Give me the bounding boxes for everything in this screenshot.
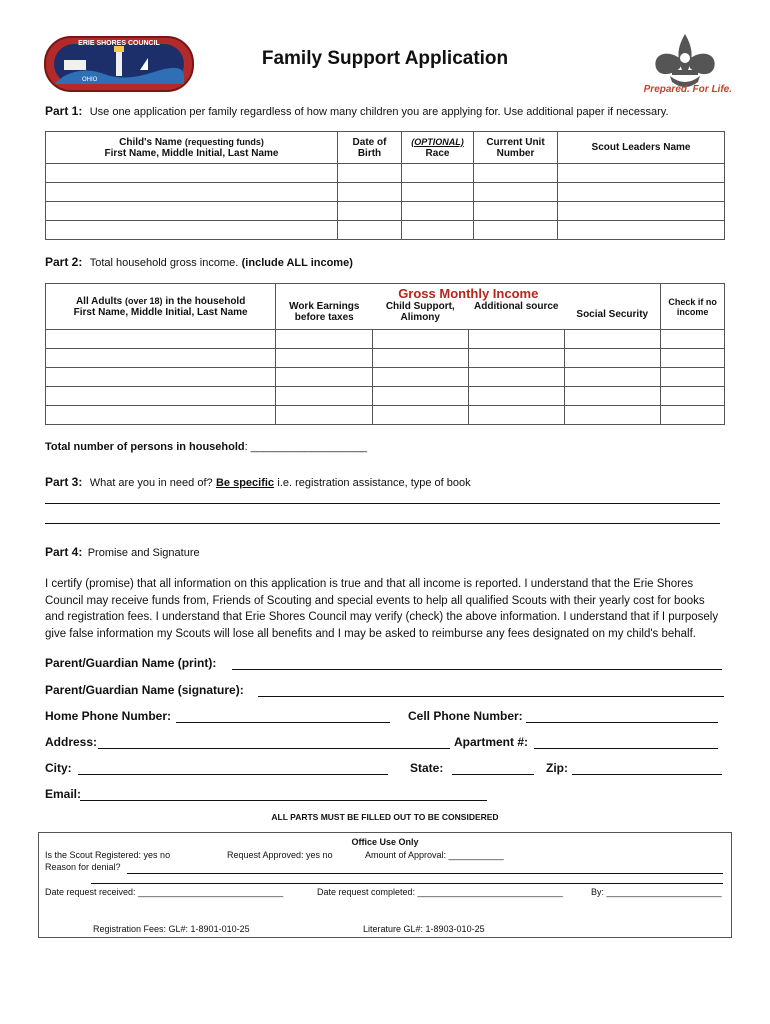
cell-phone-field[interactable] bbox=[526, 722, 718, 723]
gross-income-group bbox=[276, 284, 661, 330]
zip-field[interactable] bbox=[572, 774, 722, 775]
part4-intro bbox=[45, 545, 200, 559]
state-label: State: bbox=[410, 761, 444, 775]
table-row bbox=[46, 202, 725, 221]
part4-text: Promise and Signature bbox=[87, 547, 200, 559]
office-title: Office Use Only bbox=[351, 837, 419, 847]
part2-text-bold: (include ALL income) bbox=[241, 257, 353, 269]
col-social-security: Social Security bbox=[576, 309, 649, 320]
office-denial: Reason for denial? bbox=[45, 862, 121, 872]
parent-sign-label: Parent/Guardian Name (signature): bbox=[45, 683, 244, 697]
col-race: (OPTIONAL) Race bbox=[402, 132, 474, 164]
col-additional-source: Additional source bbox=[474, 301, 559, 312]
denial-line-1[interactable] bbox=[127, 873, 723, 874]
col-date-of-birth: Date of Birth bbox=[338, 132, 402, 164]
state-field[interactable] bbox=[452, 774, 534, 775]
gross-income-title: Gross Monthly Income bbox=[398, 286, 539, 301]
table-row bbox=[46, 164, 725, 183]
page-title: Family Support Application bbox=[261, 48, 509, 69]
office-date-completed: Date request completed: _____________________________ bbox=[317, 887, 563, 897]
table-row bbox=[46, 387, 725, 406]
table-row bbox=[46, 406, 725, 425]
col-check-no-income: Check if no income bbox=[661, 284, 725, 330]
email-label: Email: bbox=[45, 787, 82, 801]
parent-sign-field[interactable] bbox=[258, 696, 724, 697]
need-line-1[interactable] bbox=[45, 503, 720, 504]
cell-phone-label: Cell Phone Number: bbox=[408, 709, 523, 723]
part1-text: Use one application per family regardless of how many children you are applying for. Use additional paper if necessary. bbox=[89, 106, 669, 118]
col-unit-number: Current Unit Number bbox=[474, 132, 558, 164]
patch-state: OHIO bbox=[82, 77, 98, 83]
table-row bbox=[46, 330, 725, 349]
apartment-field[interactable] bbox=[534, 748, 718, 749]
office-lit-gl: Literature GL#: 1-8903-010-25 bbox=[363, 924, 485, 934]
email-field[interactable] bbox=[80, 800, 487, 801]
need-line-2[interactable] bbox=[45, 523, 720, 524]
part3-specific: Be specific bbox=[215, 477, 275, 489]
part3-intro bbox=[45, 475, 471, 489]
tagline: Prepared. For Life. bbox=[643, 84, 732, 95]
office-use-box bbox=[38, 832, 732, 938]
home-phone-label: Home Phone Number: bbox=[45, 709, 172, 723]
part4-heading: Part 4: bbox=[45, 545, 83, 559]
part2-text: Total household gross income. bbox=[89, 257, 239, 269]
office-amount: Amount of Approval: ___________ bbox=[365, 850, 504, 860]
parent-print-field[interactable] bbox=[232, 669, 722, 670]
notice-text: ALL PARTS MUST BE FILLED OUT TO BE CONSIDERED bbox=[271, 812, 499, 822]
part2-intro bbox=[45, 255, 353, 269]
col-scout-leader: Scout Leaders Name bbox=[558, 132, 725, 164]
table-row bbox=[46, 183, 725, 202]
certification-paragraph: I certify (promise) that all information on this application is true and that all income is reported. I understand that the Erie Shores Council may receive funds from, Friends of Scouting and special events to help all qualified Scouts with their yearly cost for books and registration fees. I understand that Erie Shores Council may verify (check) the above information. I understand that if I purposely give false information my Scouts will lose all benefits and I may be asked to reimburse any fees designated on my child's behalf. bbox=[45, 578, 719, 640]
zip-label: Zip: bbox=[546, 761, 568, 775]
patch-text: ERIE SHORES COUNCIL bbox=[78, 40, 160, 47]
table-row bbox=[46, 349, 725, 368]
col-child-name: Child's Name (requesting funds) First Name, Middle Initial, Last Name bbox=[46, 132, 338, 164]
children-table bbox=[45, 131, 725, 240]
total-persons-blank: : ___________________ bbox=[244, 441, 367, 453]
table-row bbox=[46, 368, 725, 387]
office-by: By: _______________________ bbox=[591, 887, 722, 897]
part3-text-after: i.e. registration assistance, type of book bbox=[277, 477, 471, 489]
part1-heading: Part 1: bbox=[45, 104, 83, 118]
address-label: Address: bbox=[45, 735, 98, 749]
part1-intro bbox=[45, 104, 669, 118]
total-persons-label: Total number of persons in household bbox=[45, 441, 245, 453]
home-phone-field[interactable] bbox=[176, 722, 390, 723]
office-approved: Request Approved: yes no bbox=[227, 850, 333, 860]
income-table bbox=[45, 283, 725, 425]
col-child-support: Child Support, Alimony bbox=[385, 301, 455, 323]
address-field[interactable] bbox=[98, 748, 450, 749]
denial-line-2[interactable] bbox=[91, 883, 723, 884]
parent-print-label: Parent/Guardian Name (print): bbox=[45, 656, 217, 670]
col-adults: All Adults (over 18) in the household First Name, Middle Initial, Last Name bbox=[46, 284, 276, 330]
office-registered: Is the Scout Registered: yes no bbox=[45, 850, 171, 860]
total-persons[interactable] bbox=[45, 441, 367, 453]
city-label: City: bbox=[45, 761, 72, 775]
city-field[interactable] bbox=[78, 774, 388, 775]
part2-heading: Part 2: bbox=[45, 255, 83, 269]
apartment-label: Apartment #: bbox=[454, 735, 529, 749]
col-work-earnings: Work Earnings before taxes bbox=[289, 301, 360, 323]
office-date-received: Date request received: _____________________________ bbox=[45, 887, 284, 897]
office-reg-fees: Registration Fees: GL#: 1-8901-010-25 bbox=[93, 924, 250, 934]
table-row bbox=[46, 221, 725, 240]
part3-heading: Part 3: bbox=[45, 475, 83, 489]
part3-text: What are you in need of? bbox=[89, 477, 213, 489]
